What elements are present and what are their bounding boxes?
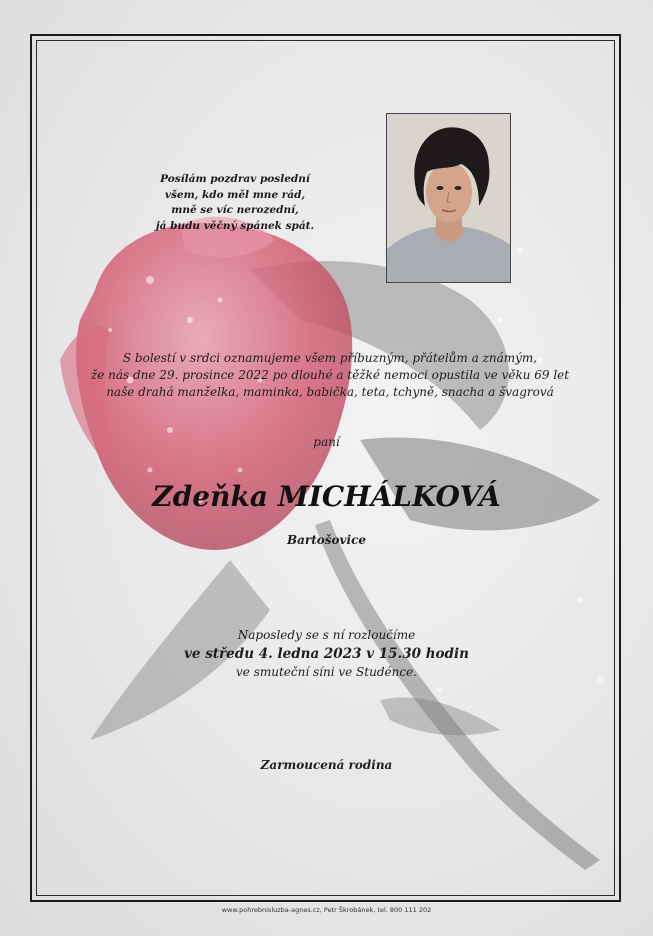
salutation: paní [313, 435, 340, 449]
funeral-intro: Naposledy se s ní rozloučíme [237, 628, 416, 642]
poem-line: všem, kdo měl mne rád, [164, 188, 306, 201]
announcement-line: že nás dne 29. prosince 2022 po dlouhé a těžké nemoci opustila ve věku 69 let [90, 368, 570, 382]
funeral-date-time: ve středu 4. ledna 2023 v 15.30 hodin [184, 646, 469, 662]
portrait-image [387, 114, 511, 283]
deceased-residence: Bartošovice [286, 533, 367, 547]
announcement-line: S bolestí v srdci oznamujeme všem příbuzným, přátelům a známým, [122, 351, 538, 365]
deceased-name: Zdeňka MICHÁLKOVÁ [152, 480, 501, 513]
signature-family: Zarmoucená rodina [260, 758, 393, 772]
deceased-portrait-photo [386, 113, 511, 283]
poem-line: mně se víc nerozední, [171, 204, 299, 216]
poem-line: já budu věčný spánek spát. [155, 219, 315, 232]
funeral-details [0, 626, 653, 680]
poem-line: Posílám pozdrav poslední [160, 173, 310, 185]
footer-contact: www.pohrebnisluzba-agnes.cz, Petr Škrobánek, tel. 800 111 202 [221, 906, 432, 914]
farewell-poem [140, 172, 330, 234]
death-announcement [60, 350, 600, 401]
funeral-location: ve smuteční síni ve Studénce. [236, 665, 417, 679]
announcement-line: naše drahá manželka, maminka, babička, teta, tchyně, snacha a švagrová [106, 385, 554, 399]
